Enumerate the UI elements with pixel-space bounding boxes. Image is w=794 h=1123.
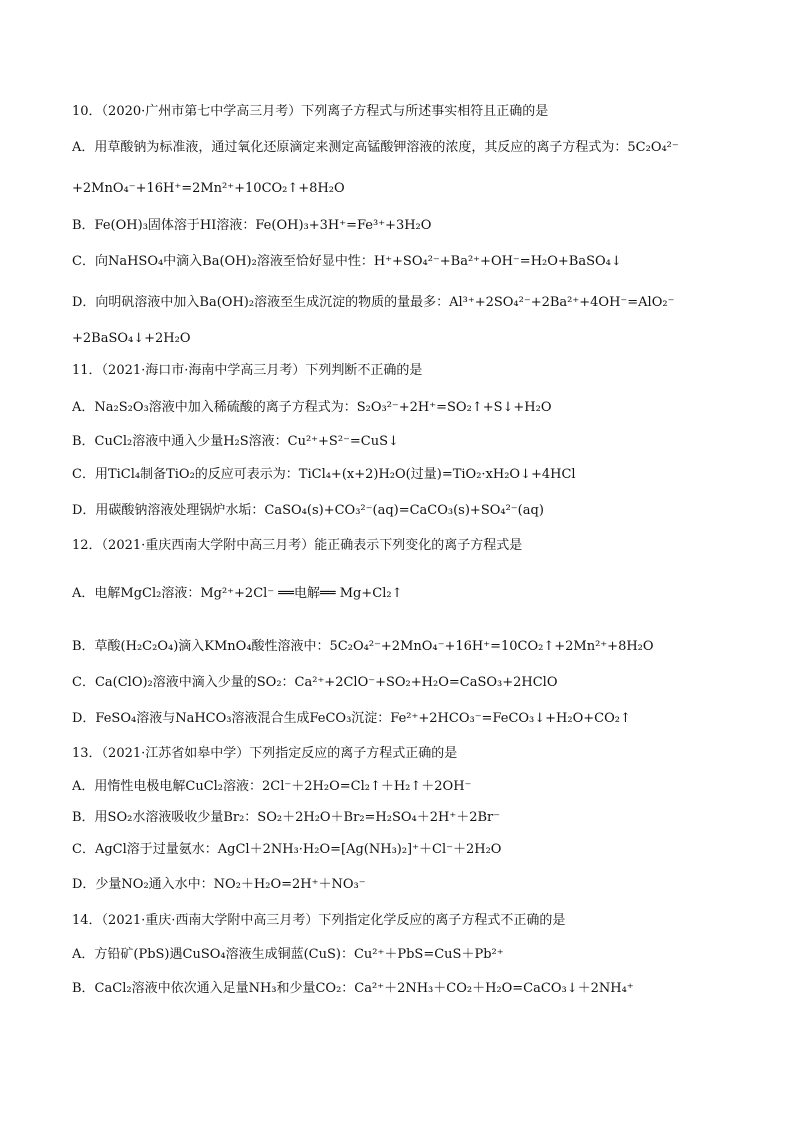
question-10-option-b: B．Fe(OH)₃固体溶于HI溶液：Fe(OH)₃+3H⁺=Fe³⁺+3H₂O	[72, 218, 432, 233]
question-11-option-b: B．CuCl₂溶液中通入少量H₂S溶液：Cu²⁺+S²⁻=CuS↓	[72, 434, 399, 449]
question-10-option-d-cont: +2BaSO₄↓+2H₂O	[72, 331, 191, 346]
question-12-option-b: B．草酸(H₂C₂O₄)滴入KMnO₄酸性溶液中：5C₂O₄²⁻+2MnO₄⁻+16H⁺=10CO₂↑+2Mn²⁺+8H₂O	[72, 639, 654, 654]
question-11-option-d: D．用碳酸钠溶液处理锅炉水垢：CaSO₄(s)+CO₃²⁻(aq)=CaCO₃(s)+SO₄²⁻(aq)	[72, 503, 544, 518]
question-10-option-a-cont: +2MnO₄⁻+16H⁺=2Mn²⁺+10CO₂↑+8H₂O	[72, 181, 345, 196]
question-13-option-d: D．少量NO₂通入水中：NO₂＋H₂O=2H⁺＋NO₃⁻	[72, 877, 366, 892]
question-14-header: 14．（2021·重庆·西南大学附中高三月考）下列指定化学反应的离子方程式不正确的是	[72, 913, 566, 928]
question-14-option-b: B．CaCl₂溶液中依次通入足量NH₃和少量CO₂：Ca²⁺＋2NH₃＋CO₂＋H₂O=CaCO₃↓＋2NH₄⁺	[72, 981, 634, 996]
question-12-header: 12．（2021·重庆西南大学附中高三月考）能正确表示下列变化的离子方程式是	[72, 538, 523, 553]
question-11-option-a: A．Na₂S₂O₃溶液中加入稀硫酸的离子方程式为：S₂O₃²⁻+2H⁺=SO₂↑+S↓+H₂O	[72, 400, 552, 415]
question-11-option-c: C．用TiCl₄制备TiO₂的反应可表示为：TiCl₄+(x+2)H₂O(过量)=TiO₂·xH₂O↓+4HCl	[72, 467, 576, 482]
question-13-header: 13．（2021·江苏省如皋中学）下列指定反应的离子方程式正确的是	[72, 746, 458, 761]
question-13-option-a: A．用惰性电极电解CuCl₂溶液：2Cl⁻＋2H₂O=Cl₂↑＋H₂↑＋2OH⁻	[72, 779, 472, 794]
question-14-option-a: A．方铅矿(PbS)遇CuSO₄溶液生成铜蓝(CuS)：Cu²⁺＋PbS=CuS＋Pb²⁺	[72, 947, 504, 962]
question-13-option-c: C．AgCl溶于过量氨水：AgCl＋2NH₃·H₂O=[Ag(NH₃)₂]⁺＋Cl⁻＋2H₂O	[72, 842, 502, 857]
question-10-option-c: C．向NaHSO₄中滴入Ba(OH)₂溶液至恰好显中性：H⁺+SO₄²⁻+Ba²⁺+OH⁻=H₂O+BaSO₄↓	[72, 254, 622, 269]
question-10-header: 10．（2020·广州市第七中学高三月考）下列离子方程式与所述事实相符且正确的是	[72, 104, 549, 119]
question-11-header: 11．（2021·海口市·海南中学高三月考）下列判断不正确的是	[72, 363, 423, 378]
question-12-option-a: A．电解MgCl₂溶液：Mg²⁺+2Cl⁻ ══电解══ Mg+Cl₂↑	[72, 586, 403, 601]
question-12-option-c: C．Ca(ClO)₂溶液中滴入少量的SO₂：Ca²⁺+2ClO⁻+SO₂+H₂O=CaSO₃+2HClO	[72, 675, 558, 690]
question-12-option-d: D．FeSO₄溶液与NaHCO₃溶液混合生成FeCO₃沉淀：Fe²⁺+2HCO₃⁻=FeCO₃↓+H₂O+CO₂↑	[72, 711, 631, 726]
question-10-option-a: A．用草酸钠为标准液，通过氧化还原滴定来测定高锰酸钾溶液的浓度，其反应的离子方程式为：5C₂O₄²⁻	[72, 140, 679, 155]
question-10-option-d: D．向明矾溶液中加入Ba(OH)₂溶液至生成沉淀的物质的量最多：Al³⁺+2SO₄²⁻+2Ba²⁺+4OH⁻=AlO₂⁻	[72, 295, 675, 310]
question-13-option-b: B．用SO₂水溶液吸收少量Br₂：SO₂＋2H₂O＋Br₂=H₂SO₄＋2H⁺＋2Br⁻	[72, 810, 501, 825]
